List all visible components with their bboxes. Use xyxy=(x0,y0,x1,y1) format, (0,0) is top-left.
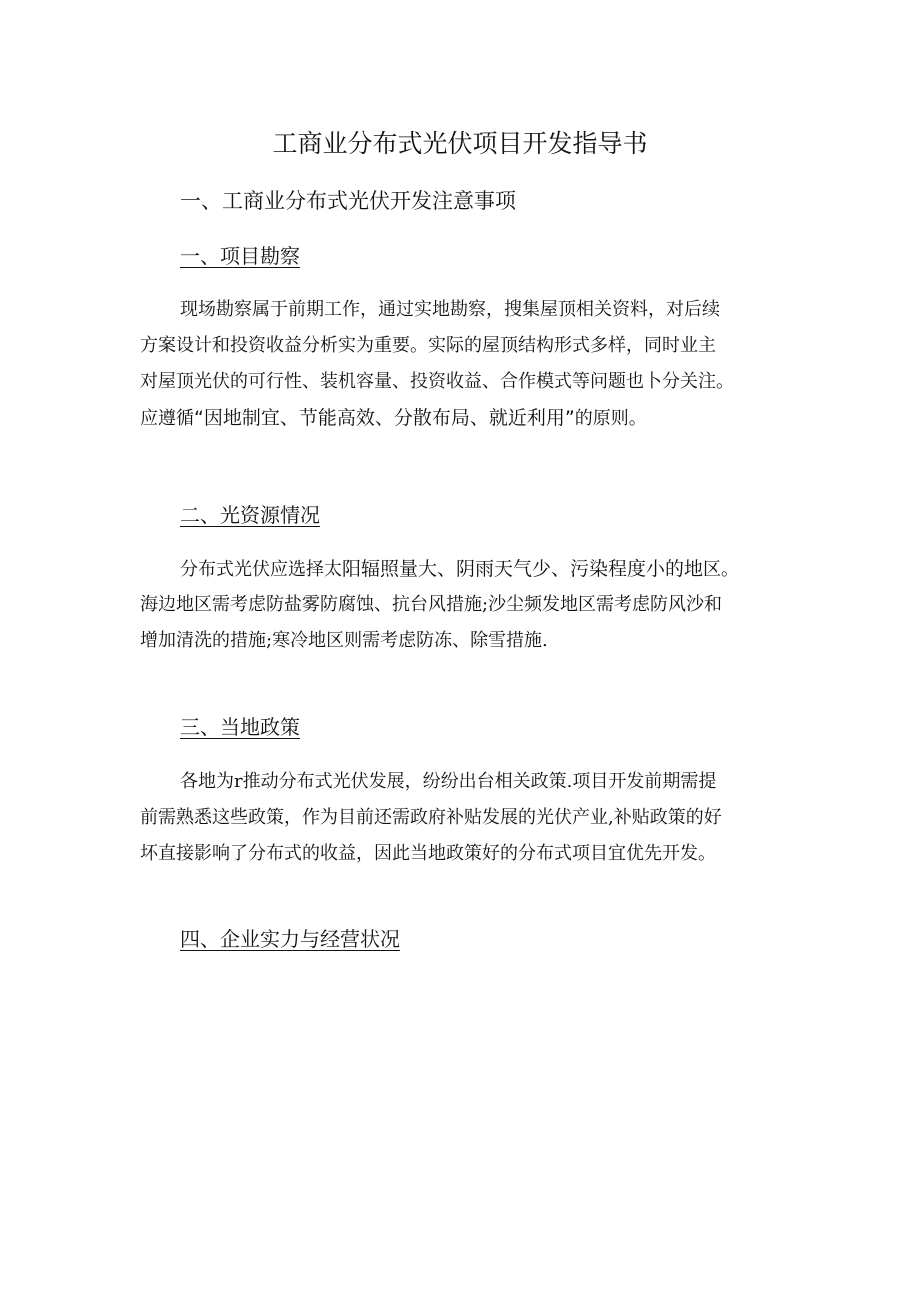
paragraph-survey xyxy=(140,292,800,436)
paragraph-line: 前需熟悉这些政策，作为目前还需政府补贴发展的光伏产业,补贴政策的好 xyxy=(140,807,722,828)
subsection-heading-local-policy: 三、当地政策 xyxy=(180,715,300,739)
paragraph-line: 方案设计和投资收益分析实为重要。实际的屋顶结构形式多样，同时业主 xyxy=(140,335,716,356)
paragraph-line xyxy=(140,400,800,436)
paragraph-line xyxy=(140,551,800,587)
section-heading-1: 一、工商业分布式光伏开发注意事项 xyxy=(180,189,516,213)
emphasis-text: 阳辐照量大、阴雨天气少、污染程度小的地 xyxy=(342,558,704,580)
paragraph-line: 增加清洗的措施;寒冷地区则需考虑防冻、除雪措施. xyxy=(140,630,548,651)
subsection-heading-solar-resource: 二、光资源情况 xyxy=(180,503,320,527)
subsection-heading-enterprise: 四、企业实力与经营状况 xyxy=(180,927,400,951)
paragraph-text: 应遵循 xyxy=(140,408,194,429)
paragraph-text: 区。 xyxy=(703,559,740,580)
document-title: 工商业分布式光伏项目开发指导书 xyxy=(272,129,648,158)
paragraph-text: 分布式光伏应选择太 xyxy=(180,559,342,580)
paragraph-line: 海边地区需考虑防盐雾防腐蚀、抗台风措施;沙尘频发地区需考虑防风沙和 xyxy=(140,594,723,615)
principle-quote: “因地制宜、节能高效、分散布局、就近利用” xyxy=(194,407,575,429)
paragraph-line: 对屋顶光伏的可行性、装机容量、投资收益、合作模式等问题也卜分关注。 xyxy=(140,371,734,392)
paragraph-line: 现场勘察属于前期工作，通过实地勘察，搜集屋顶相关资料，对后续 xyxy=(180,299,720,320)
paragraph-solar-resource xyxy=(140,551,800,659)
paragraph-text: 的原则。 xyxy=(574,408,647,429)
subsection-heading-survey: 一、项目勘察 xyxy=(180,244,300,268)
paragraph-line: 各地为r推动分布式光伏发展，纷纷出台相关政策.项目开发前期需提 xyxy=(180,771,717,792)
paragraph-line: 坏直接影响了分布式的收益，因此当地政策好的分布式项目宜优先开发。 xyxy=(140,843,716,864)
paragraph-local-policy xyxy=(140,764,800,872)
